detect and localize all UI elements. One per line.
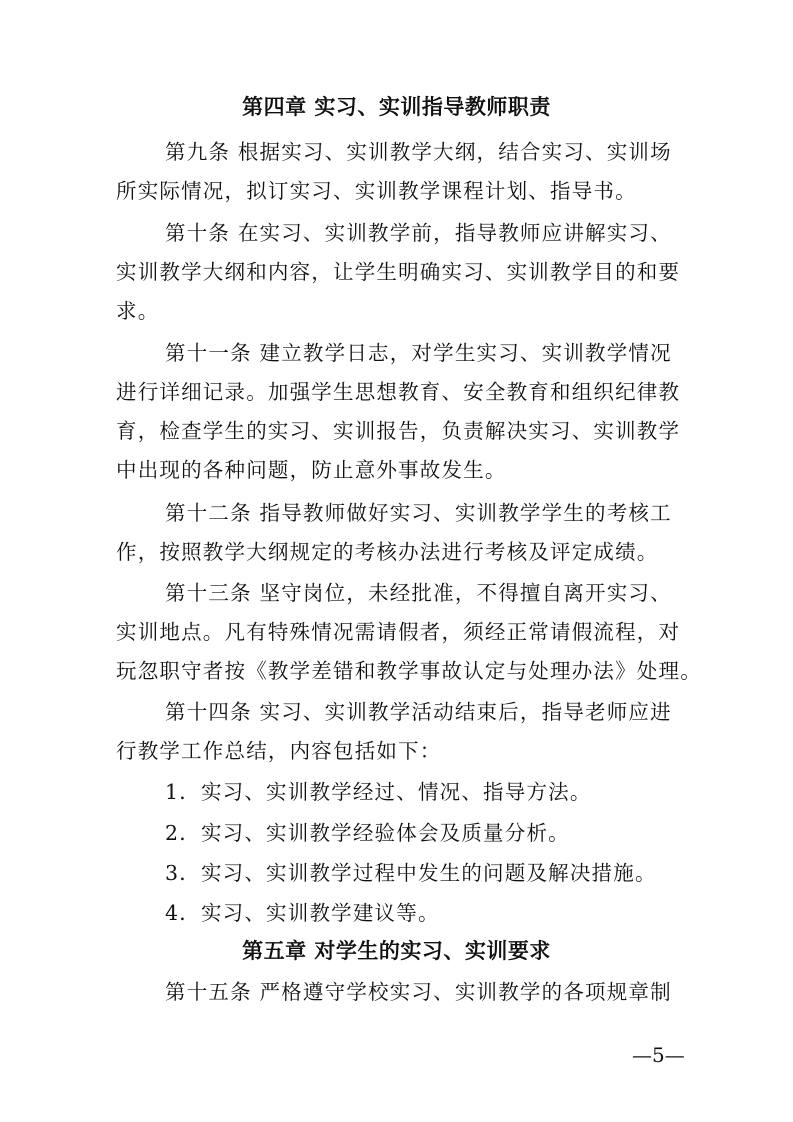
- article-12-line-2: 作，按照教学大纲规定的考核办法进行考核及评定成绩。: [116, 540, 659, 564]
- article-13-line-2: 实训地点。凡有特殊情况需请假者，须经正常请假流程，对: [116, 620, 681, 644]
- list-item-2: 2．实习、实训教学经验体会及质量分析。: [165, 821, 570, 845]
- article-14-line-1: 第十四条 实习、实训教学活动结束后，指导老师应进: [165, 700, 672, 724]
- article-11-line-3: 育，检查学生的实习、实训报告，负责解决实习、实训教学: [116, 419, 681, 443]
- article-12-line-1: 第十二条 指导教师做好实习、实训教学学生的考核工: [165, 501, 672, 525]
- article-14-line-2: 行教学工作总结，内容包括如下：: [116, 739, 442, 763]
- article-11-line-1: 第十一条 建立教学日志，对学生实习、实训教学情况: [165, 341, 672, 365]
- article-11-line-4: 中出现的各种问题，防止意外事故发生。: [116, 458, 507, 482]
- article-10-line-1: 第十条 在实习、实训教学前，指导教师应讲解实习、: [165, 221, 672, 245]
- list-item-1: 1．实习、实训教学经过、情况、指导方法。: [165, 780, 592, 804]
- article-9-line-2: 所实际情况，拟订实习、实训教学课程计划、指导书。: [116, 179, 637, 203]
- list-item-3: 3．实习、实训教学过程中发生的问题及解决措施。: [165, 861, 657, 885]
- article-15-line-1: 第十五条 严格遵守学校实习、实训教学的各项规章制: [165, 980, 672, 1004]
- page-number: —5—: [632, 1043, 685, 1067]
- article-10-line-3: 求。: [116, 299, 160, 323]
- article-13-line-3: 玩忽职守者按《教学差错和教学事故认定与处理办法》处理。: [116, 659, 702, 683]
- article-13-line-1: 第十三条 坚守岗位，未经批准，不得擅自离开实习、: [165, 581, 672, 605]
- article-10-line-2: 实训教学大纲和内容，让学生明确实习、实训教学目的和要: [116, 260, 681, 284]
- chapter-4-heading: 第四章 实习、实训指导教师职责: [242, 95, 551, 119]
- article-9-line-1: 第九条 根据实习、实训教学大纲，结合实习、实训场: [165, 140, 672, 164]
- article-11-line-2: 进行详细记录。加强学生思想教育、安全教育和组织纪律教: [116, 380, 681, 404]
- list-item-4: 4．实习、实训教学建议等。: [165, 901, 440, 925]
- chapter-5-heading: 第五章 对学生的实习、实训要求: [242, 939, 551, 963]
